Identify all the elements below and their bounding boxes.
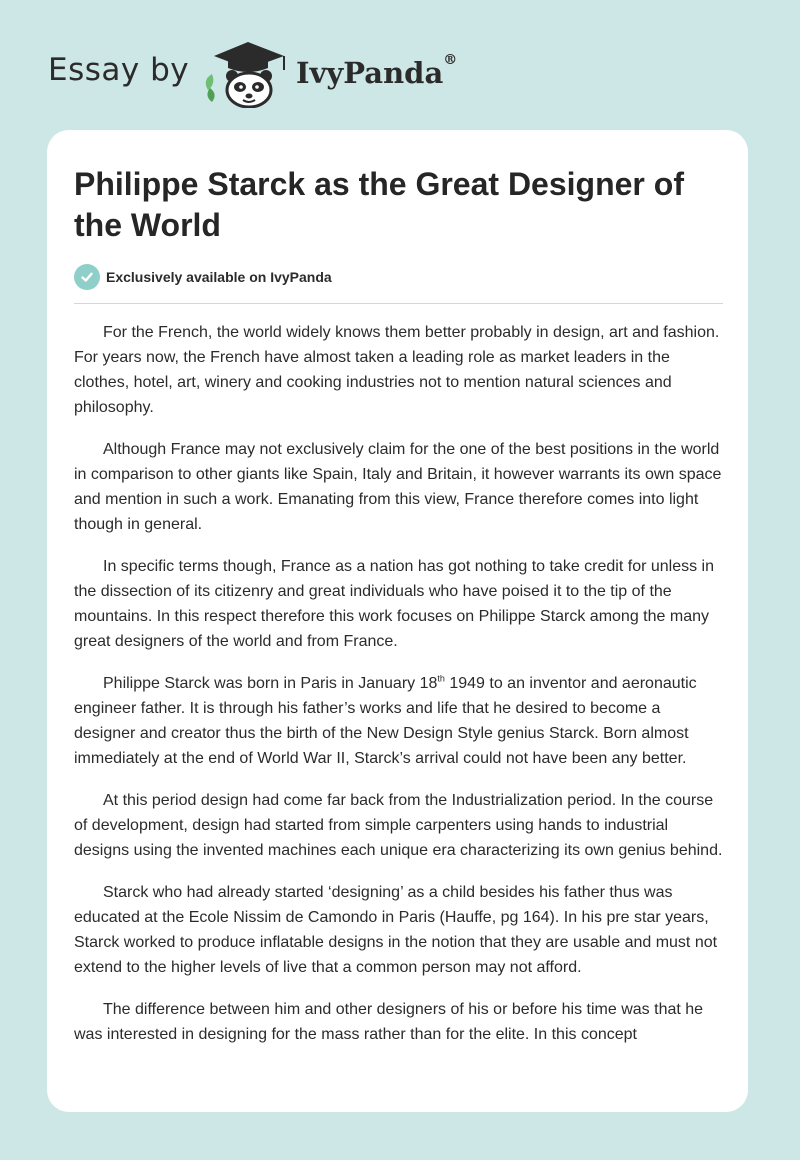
registered-mark: ® <box>443 52 458 68</box>
exclusive-label: Exclusively available on IvyPanda <box>106 269 332 285</box>
check-icon <box>74 264 100 290</box>
paragraph: In specific terms though, France as a nation has got nothing to take credit for unless in the dissection of its citizenry and great individuals who have poised it to the tip of the mountains. In this respect therefore this work focuses on Philippe Starck among the many great designers of the world and from France. <box>74 558 715 650</box>
paragraph: Philippe Starck was born in Paris in January 18th 1949 to an inventor and aeronautic engineer father. It is through his father’s works and life that he desired to become a designer and creator thus the birth of the New Design Style genius Starck. Born almost immediately at the end of World War II, Starck’s arrival could not have been any better. <box>74 673 697 767</box>
site-header <box>0 0 800 130</box>
essay-by-label: Essay by <box>48 52 190 88</box>
paragraph: Starck who had already started ‘designing’ as a child besides his father thus was educated at the Ecole Nissim de Camondo in Paris (Hauffe, pg 164). In his pre star years, Starck worked to produce inflatable designs in the notion that they are usable and must not extend to the higher levels of live that a common person may not afford. <box>74 884 718 976</box>
paragraph: The difference between him and other designers of his or before his time was that he was interested in designing for the mass rather than for the elite. In this concept <box>74 1001 704 1043</box>
essay-card <box>47 130 748 1112</box>
essay-body <box>74 320 726 1064</box>
paragraph: Although France may not exclusively claim for the one of the best positions in the world in comparison to other giants like Spain, Italy and Britain, it however warrants its own space and mention in such a work. Emanating from this view, France therefore comes into light though in general. <box>74 441 722 533</box>
paragraph: For the French, the world widely knows them better probably in design, art and fashion. For years now, the French have almost taken a leading role as market leaders in the clothes, hotel, art, winery and cooking industries not to mention natural sciences and philosophy. <box>74 324 720 416</box>
exclusive-badge <box>74 264 332 290</box>
brand-name: IvyPanda® <box>296 52 458 90</box>
panda-graduate-icon <box>200 36 296 108</box>
paragraph: At this period design had come far back from the Industrialization period. In the course of development, design had started from simple carpenters using hands to industrial designs using the invented machines each unique era characterizing its own genius behind. <box>74 792 723 859</box>
ordinal-suffix: th <box>437 673 445 684</box>
divider <box>74 303 723 304</box>
page-title: Philippe Starck as the Great Designer of the World <box>74 166 684 243</box>
